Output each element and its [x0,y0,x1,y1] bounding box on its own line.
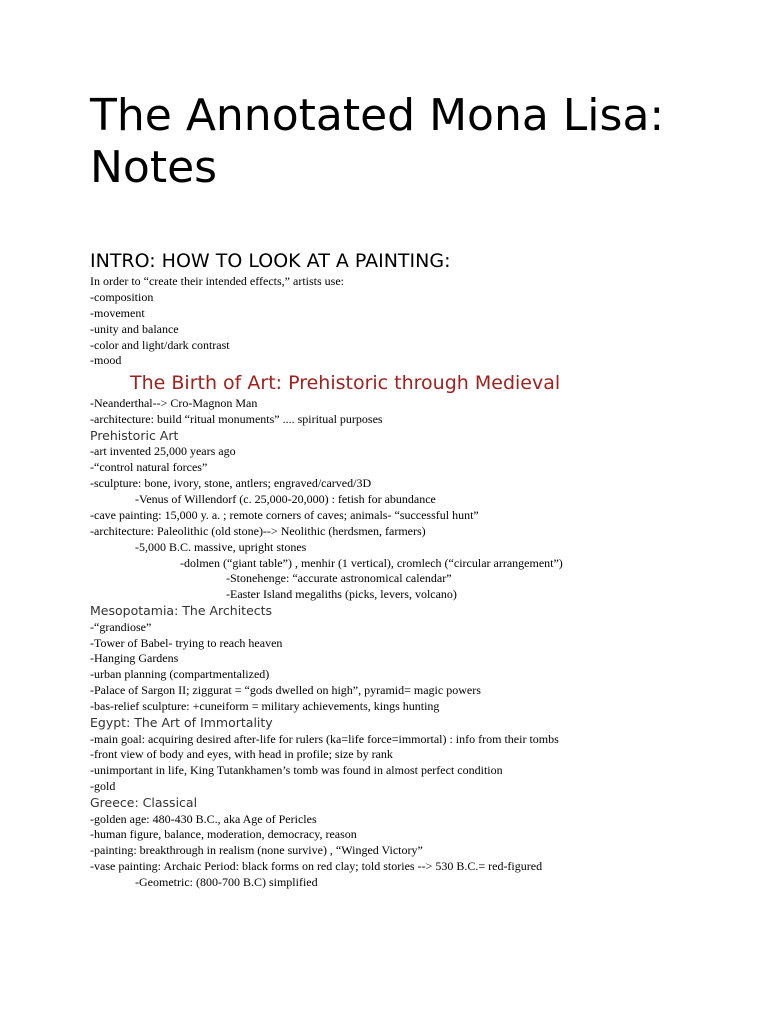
intro-line: -composition [90,289,154,304]
mesopotamia-line: -urban planning (compartmentalized) [90,667,270,682]
prehistoric-line: -art invented 25,000 years ago [90,444,236,459]
prehistoric-line: -cave painting: 15,000 y. a. ; remote corners of caves; animals- “successful hunt” [90,507,479,522]
mesopotamia-line: -“grandiose” [90,619,152,634]
intro-line: -mood [90,353,122,368]
section-line: -architecture: build “ritual monuments” .... spiritual purposes [90,411,383,426]
intro-list [90,274,740,369]
intro-line: -unity and balance [90,321,179,336]
egypt-line: -unimportant in life, King Tutankhamen’s tomb was found in almost perfect condition [90,763,503,778]
egypt-heading: Egypt: The Art of Immortality [90,715,273,731]
intro-heading: INTRO: HOW TO LOOK AT A PAINTING: [90,250,451,272]
prehistoric-line: -“control natural forces” [90,460,208,475]
intro-line: -color and light/dark contrast [90,337,230,352]
intro-line: In order to “create their intended effects,” artists use: [90,274,344,288]
section-title: The Birth of Art: Prehistoric through Medieval [130,372,561,394]
mesopotamia-line: -bas-relief sculpture: +cuneiform = military achievements, kings hunting [90,699,440,714]
mesopotamia-line: -Palace of Sargon II; ziggurat = “gods dwelled on high”, pyramid= magic powers [90,683,481,698]
mesopotamia-heading: Mesopotamia: The Architects [90,603,273,619]
intro-line: -movement [90,305,145,320]
egypt-line: -gold [90,779,116,794]
prehistoric-heading: Prehistoric Art [90,427,179,443]
prehistoric-line: -architecture: Paleolithic (old stone)--> Neolithic (herdsmen, farmers) [90,523,426,538]
prehistoric-line: -Easter Island megaliths (picks, levers, volcano) [226,587,457,602]
prehistoric-line: -Stonehenge: “accurate astronomical calendar” [226,571,452,586]
greece-line: -golden age: 480-430 B.C., aka Age of Pericles [90,811,317,826]
greece-line: -painting: breakthrough in realism (none survive) , “Winged Victory” [90,843,423,858]
prehistoric-line: -Venus of Willendorf (c. 25,000-20,000) : fetish for abundance [135,491,436,506]
greece-line: -Geometric: (800-700 B.C) simplified [135,875,318,890]
greece-line: -human figure, balance, moderation, democracy, reason [90,827,357,842]
section-line: -Neanderthal--> Cro-Magnon Man [90,396,258,410]
greece-heading: Greece: Classical [90,795,198,811]
mesopotamia-line: -Tower of Babel- trying to reach heaven [90,635,283,650]
notes-body [90,396,740,891]
mesopotamia-line: -Hanging Gardens [90,651,179,666]
prehistoric-line: -sculpture: bone, ivory, stone, antlers; engraved/carved/3D [90,476,372,491]
prehistoric-line: -5,000 B.C. massive, upright stones [135,539,307,554]
document-title: The Annotated Mona Lisa: Notes [90,90,665,193]
prehistoric-line: -dolmen (“giant table”) , menhir (1 vertical), cromlech (“circular arrangement”) [180,555,563,570]
greece-line: -vase painting: Archaic Period: black forms on red clay; told stories --> 530 B.C.= red-figured [90,859,543,874]
egypt-line: -front view of body and eyes, with head in profile; size by rank [90,747,393,762]
egypt-line: -main goal: acquiring desired after-life for rulers (ka=life force=immortal) : info from their tombs [90,731,559,746]
